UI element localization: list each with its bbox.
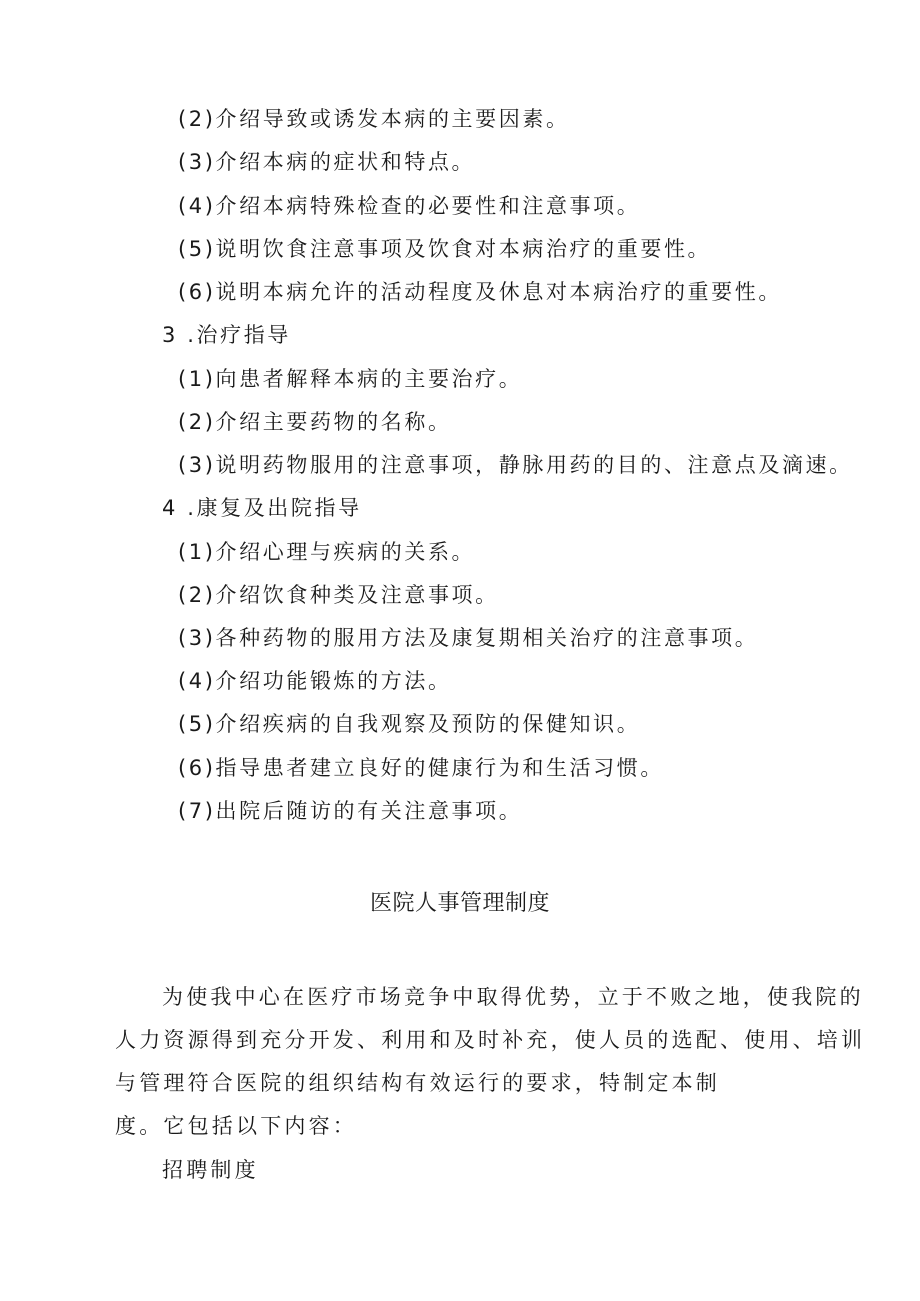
list-item: (3)介绍本病的症状和特点。 xyxy=(178,150,476,174)
list-item: (3)各种药物的服用方法及康复期相关治疗的注意事项。 xyxy=(178,626,759,650)
list-item: (2)介绍饮食种类及注意事项。 xyxy=(178,583,499,607)
list-item: (2)介绍导致或诱发本病的主要因素。 xyxy=(178,107,570,131)
intro-paragraph-line: 人力资源得到充分开发、利用和及时补充，使人员的选配、使用、培训 xyxy=(115,1028,866,1052)
section-heading-treatment: 3 .治疗指导 xyxy=(162,323,291,347)
list-item: (1)介绍心理与疾病的关系。 xyxy=(178,540,476,564)
list-item: (6)指导患者建立良好的健康行为和生活习惯。 xyxy=(178,756,664,780)
list-item: (7)出院后随访的有关注意事项。 xyxy=(178,799,523,823)
list-item: (5)说明饮食注意事项及饮食对本病治疗的重要性。 xyxy=(178,237,712,261)
list-item: (1)向患者解释本病的主要治疗。 xyxy=(178,367,523,391)
list-item: (6)说明本病允许的活动程度及休息对本病治疗的重要性。 xyxy=(178,280,782,304)
subsection-label: 招聘制度 xyxy=(162,1158,259,1182)
intro-paragraph-line: 为使我中心在医疗市场竞争中取得优势，立于不败之地，使我院的 xyxy=(162,985,864,1009)
section-heading-rehab: 4 .康复及出院指导 xyxy=(162,496,362,520)
list-item: (2)介绍主要药物的名称。 xyxy=(178,410,452,434)
list-item: (3)说明药物服用的注意事项，静脉用药的目的、注意点及滴速。 xyxy=(178,453,853,477)
list-item: (5)介绍疾病的自我观察及预防的保健知识。 xyxy=(178,712,641,736)
intro-paragraph-line: 度。它包括以下内容： xyxy=(115,1114,357,1138)
intro-paragraph-line: 与管理符合医院的组织结构有效运行的要求，特制定本制 xyxy=(115,1071,720,1095)
list-item: (4)介绍本病特殊检查的必要性和注意事项。 xyxy=(178,194,641,218)
document-title: 医院人事管理制度 xyxy=(369,891,550,916)
list-item: (4)介绍功能锻炼的方法。 xyxy=(178,669,452,693)
